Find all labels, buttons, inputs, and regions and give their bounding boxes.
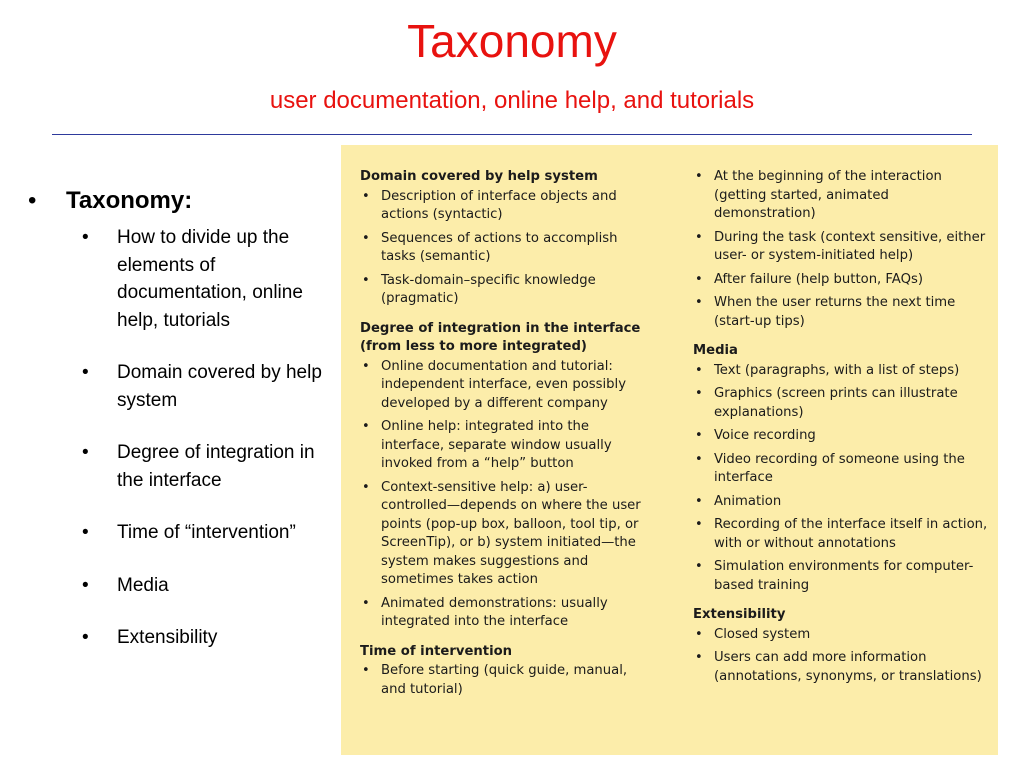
list-item bbox=[0, 439, 327, 494]
bullet-icon: • bbox=[82, 227, 89, 248]
bullet-icon: • bbox=[695, 271, 703, 287]
bullet-icon: • bbox=[362, 188, 370, 204]
list-item-text: Degree of integration in the interface bbox=[117, 442, 315, 491]
table-item-text: Before starting (quick guide, manual, and tutorial) bbox=[381, 663, 628, 697]
table-item-text: After failure (help button, FAQs) bbox=[714, 271, 923, 287]
table-item bbox=[360, 188, 650, 225]
table-column-left bbox=[360, 168, 650, 699]
section-heading-time: Time of intervention bbox=[360, 643, 513, 659]
taxonomy-table-panel bbox=[341, 145, 998, 755]
bullet-icon: • bbox=[362, 419, 370, 434]
table-item-text: Voice recording bbox=[714, 428, 816, 443]
table-item-text: Sequences of actions to accomplish tasks (semantic) bbox=[381, 230, 618, 264]
table-item bbox=[693, 271, 991, 290]
table-item-text: Simulation environments for computer-based training bbox=[714, 559, 974, 593]
table-item bbox=[693, 626, 991, 645]
bullet-icon: • bbox=[695, 362, 703, 378]
bullet-icon: • bbox=[82, 627, 89, 648]
table-item bbox=[360, 479, 650, 590]
bullet-icon: • bbox=[362, 479, 370, 495]
list-item bbox=[0, 359, 327, 414]
table-item-text: Recording of the interface itself in action, with or without annotations bbox=[714, 517, 988, 551]
bullet-icon: • bbox=[695, 295, 703, 310]
list-item-text: Time of “intervention” bbox=[117, 522, 296, 543]
list-item-text: Domain covered by help system bbox=[117, 362, 322, 411]
table-item-text: Video recording of someone using the interface bbox=[714, 451, 965, 485]
table-item bbox=[693, 427, 991, 446]
table-item bbox=[693, 558, 991, 595]
bullet-icon: • bbox=[362, 272, 370, 288]
table-item-text: Context-sensitive help: a) user-controlled—depends on where the user points (pop-up box, balloon, tool tip, or ScreenTip), or b) system initiated—the system makes suggestions and sometimes takes action bbox=[381, 479, 641, 587]
table-item-text: Task-domain–specific knowledge (pragmatic) bbox=[381, 272, 596, 306]
table-item bbox=[693, 385, 991, 422]
table-item bbox=[693, 493, 991, 512]
list-item bbox=[0, 519, 327, 547]
table-item bbox=[360, 595, 650, 632]
bullet-icon: • bbox=[695, 650, 703, 665]
table-column-right bbox=[693, 168, 991, 686]
table-item-text: Users can add more information (annotations, synonyms, or translations) bbox=[714, 650, 982, 684]
bullet-icon: • bbox=[362, 230, 370, 246]
table-item bbox=[693, 168, 991, 224]
bullet-icon: • bbox=[695, 626, 703, 642]
table-item bbox=[693, 294, 991, 331]
table-item-text: Animated demonstrations: usually integrated into the interface bbox=[381, 595, 608, 629]
table-item bbox=[360, 272, 650, 309]
table-item-text: Online help: integrated into the interface, separate window usually invoked from a “help” button bbox=[381, 419, 612, 471]
bullet-icon: • bbox=[82, 522, 89, 543]
table-item-text: When the user returns the next time (start-up tips) bbox=[714, 295, 956, 329]
bullet-icon: • bbox=[362, 663, 370, 678]
table-item bbox=[360, 358, 650, 414]
slide-title: Taxonomy bbox=[407, 15, 617, 67]
bullet-icon: • bbox=[695, 559, 703, 574]
bullet-icon: • bbox=[695, 169, 703, 184]
table-item bbox=[693, 516, 991, 553]
table-item-text: Text (paragraphs, with a list of steps) bbox=[714, 362, 960, 378]
table-item-text: At the beginning of the interaction (getting started, animated demonstration) bbox=[714, 169, 942, 221]
table-item-text: Animation bbox=[714, 493, 782, 509]
bullet-icon: • bbox=[362, 595, 370, 611]
taxonomy-bullet-list bbox=[0, 184, 330, 652]
table-item-text: During the task (context sensitive, either user- or system-initiated help) bbox=[714, 229, 986, 263]
table-item-text: Online documentation and tutorial: independent interface, even possibly developed by a different company bbox=[381, 358, 627, 411]
list-item-text: Media bbox=[117, 574, 169, 596]
table-item bbox=[693, 229, 991, 266]
slide-subtitle: user documentation, online help, and tutorials bbox=[269, 87, 755, 114]
list-item bbox=[0, 224, 327, 334]
bullet-icon: • bbox=[82, 442, 89, 463]
table-item bbox=[693, 362, 991, 381]
table-item bbox=[693, 451, 991, 488]
bullet-icon: • bbox=[695, 428, 703, 443]
table-item-text: Graphics (screen prints can illustrate explanations) bbox=[714, 386, 958, 420]
table-item-text: Closed system bbox=[714, 626, 811, 642]
bullet-icon: • bbox=[695, 451, 703, 467]
taxonomy-heading: Taxonomy: bbox=[66, 187, 193, 214]
bullet-icon: • bbox=[362, 358, 370, 374]
table-item bbox=[360, 230, 650, 267]
bullet-icon: • bbox=[28, 187, 37, 214]
table-item-text: Description of interface objects and actions (syntactic) bbox=[381, 188, 617, 222]
bullet-icon: • bbox=[82, 362, 89, 383]
section-heading-domain: Domain covered by help system bbox=[360, 169, 598, 184]
title-divider bbox=[52, 134, 972, 135]
taxonomy-heading-item bbox=[0, 184, 330, 218]
section-heading-extensibility: Extensibility bbox=[693, 607, 786, 622]
section-heading-media: Media bbox=[693, 343, 738, 358]
list-item bbox=[0, 624, 327, 652]
bullet-icon: • bbox=[695, 493, 703, 509]
list-item-text: Extensibility bbox=[117, 627, 218, 648]
table-item bbox=[360, 418, 650, 474]
list-item bbox=[0, 572, 327, 600]
table-item bbox=[360, 662, 650, 699]
list-item-text: How to divide up the elements of documentation, online help, tutorials bbox=[117, 227, 303, 331]
bullet-icon: • bbox=[695, 517, 703, 532]
section-heading-integration: Degree of integration in the interface (from less to more integrated) bbox=[360, 320, 641, 354]
bullet-icon: • bbox=[695, 386, 703, 401]
bullet-icon: • bbox=[695, 229, 703, 245]
bullet-icon: • bbox=[82, 574, 89, 596]
table-item bbox=[693, 649, 991, 686]
